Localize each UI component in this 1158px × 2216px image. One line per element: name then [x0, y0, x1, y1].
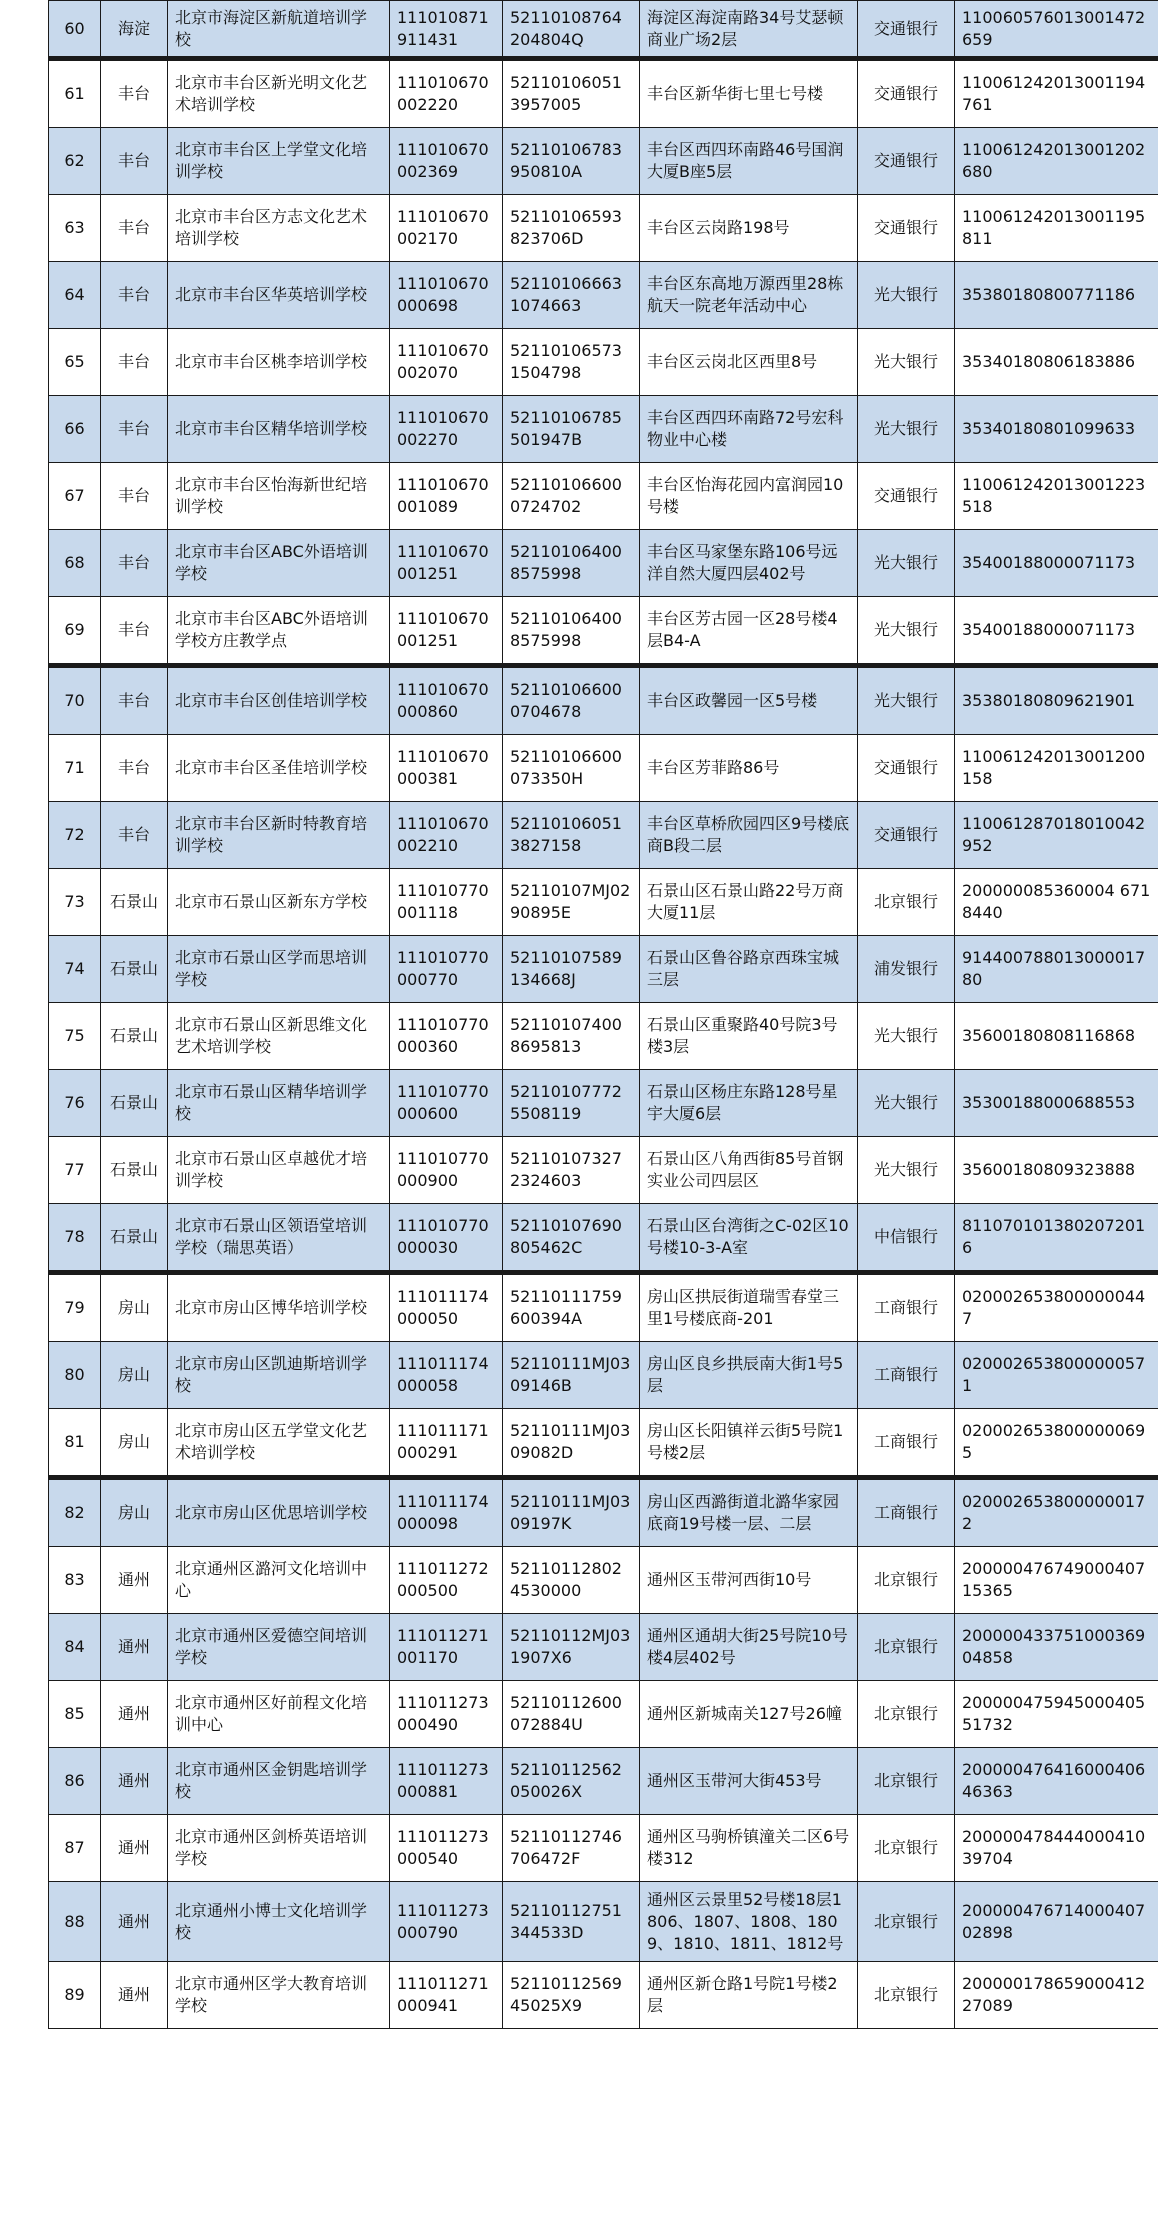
bank-cell: 工商银行 — [858, 1409, 955, 1478]
account-number-cell: 35340180801099633 — [955, 396, 1158, 463]
address-cell: 通州区玉带河西街10号 — [640, 1547, 858, 1614]
table-row — [49, 1962, 1158, 2029]
account-number-cell: 20000047671400040702898 — [955, 1882, 1158, 1962]
permit-number-cell: 111011273000490 — [390, 1681, 503, 1748]
school-name-cell: 北京市通州区爱德空间培训学校 — [168, 1614, 390, 1681]
permit-number-cell: 111010670002170 — [390, 195, 503, 262]
table-row — [49, 666, 1158, 735]
table-row — [49, 1003, 1158, 1070]
permit-number-cell: 111010670000381 — [390, 735, 503, 802]
table-row — [49, 195, 1158, 262]
credit-code-cell: 52110106600073350H — [503, 735, 640, 802]
school-registry-table — [48, 0, 1158, 2029]
left-margin — [0, 0, 48, 2216]
school-name-cell: 北京市丰台区圣佳培训学校 — [168, 735, 390, 802]
account-number-cell: 200000085360004 6718440 — [955, 869, 1158, 936]
bank-cell: 光大银行 — [858, 597, 955, 666]
table-row — [49, 530, 1158, 597]
bank-cell: 光大银行 — [858, 329, 955, 396]
row-number-cell: 75 — [49, 1003, 101, 1070]
credit-code-cell: 521101060513957005 — [503, 59, 640, 128]
table-row — [49, 1748, 1158, 1815]
address-cell: 丰台区芳菲路86号 — [640, 735, 858, 802]
address-cell: 石景山区八角西街85号首钢实业公司四层区 — [640, 1137, 858, 1204]
district-cell: 石景山 — [101, 1003, 168, 1070]
bank-cell: 工商银行 — [858, 1342, 955, 1409]
district-cell: 石景山 — [101, 1137, 168, 1204]
account-number-cell: 35380180800771186 — [955, 262, 1158, 329]
district-cell: 石景山 — [101, 936, 168, 1003]
credit-code-cell: 52110112600072884U — [503, 1681, 640, 1748]
table-row — [49, 1273, 1158, 1342]
table-row — [49, 1882, 1158, 1962]
district-cell: 海淀 — [101, 1, 168, 59]
district-cell: 丰台 — [101, 128, 168, 195]
credit-code-cell: 52110111MJ0309146B — [503, 1342, 640, 1409]
bank-cell: 光大银行 — [858, 1070, 955, 1137]
row-number-cell: 68 — [49, 530, 101, 597]
credit-code-cell: 521101064008575998 — [503, 530, 640, 597]
address-cell: 通州区新仓路1号院1号楼2层 — [640, 1962, 858, 2029]
credit-code-cell: 521101066000704678 — [503, 666, 640, 735]
bank-cell: 光大银行 — [858, 530, 955, 597]
district-cell: 通州 — [101, 1748, 168, 1815]
district-cell: 通州 — [101, 1681, 168, 1748]
bank-cell: 浦发银行 — [858, 936, 955, 1003]
table-row — [49, 1681, 1158, 1748]
table-row — [49, 869, 1158, 936]
row-number-cell: 86 — [49, 1748, 101, 1815]
permit-number-cell: 111010670002220 — [390, 59, 503, 128]
address-cell: 通州区马驹桥镇潼关二区6号楼312 — [640, 1815, 858, 1882]
school-name-cell: 北京市丰台区上学堂文化培训学校 — [168, 128, 390, 195]
account-number-cell: 20000017865900041227089 — [955, 1962, 1158, 2029]
address-cell: 海淀区海淀南路34号艾瑟顿商业广场2层 — [640, 1, 858, 59]
table-row — [49, 1204, 1158, 1273]
bank-cell: 工商银行 — [858, 1478, 955, 1547]
permit-number-cell: 111011271000941 — [390, 1962, 503, 2029]
credit-code-cell: 521101060513827158 — [503, 802, 640, 869]
table-row — [49, 463, 1158, 530]
address-cell: 通州区新城南关127号26幢 — [640, 1681, 858, 1748]
table-row — [49, 1547, 1158, 1614]
credit-code-cell: 521101074008695813 — [503, 1003, 640, 1070]
school-name-cell: 北京市房山区凯迪斯培训学校 — [168, 1342, 390, 1409]
row-number-cell: 81 — [49, 1409, 101, 1478]
row-number-cell: 79 — [49, 1273, 101, 1342]
address-cell: 房山区良乡拱辰南大街1号5层 — [640, 1342, 858, 1409]
address-cell: 房山区西潞街道北潞华家园底商19号楼一层、二层 — [640, 1478, 858, 1547]
school-name-cell: 北京市通州区剑桥英语培训学校 — [168, 1815, 390, 1882]
table-row — [49, 1478, 1158, 1547]
row-number-cell: 85 — [49, 1681, 101, 1748]
bank-cell: 交通银行 — [858, 128, 955, 195]
account-number-cell: 20000047594500040551732 — [955, 1681, 1158, 1748]
permit-number-cell: 111011273000790 — [390, 1882, 503, 1962]
bank-cell: 交通银行 — [858, 1, 955, 59]
district-cell: 丰台 — [101, 396, 168, 463]
credit-code-cell: 521101065731504798 — [503, 329, 640, 396]
table-row — [49, 597, 1158, 666]
school-name-cell: 北京市通州区学大教育培训学校 — [168, 1962, 390, 2029]
credit-code-cell: 521101077725508119 — [503, 1070, 640, 1137]
table-row — [49, 735, 1158, 802]
account-number-cell: 0200026538000000172 — [955, 1478, 1158, 1547]
account-number-cell: 35380180809621901 — [955, 666, 1158, 735]
account-number-cell: 20000047674900040715365 — [955, 1547, 1158, 1614]
address-cell: 丰台区马家堡东路106号远洋自然大厦四层402号 — [640, 530, 858, 597]
address-cell: 通州区通胡大街25号院10号楼4层402号 — [640, 1614, 858, 1681]
school-name-cell: 北京市丰台区精华培训学校 — [168, 396, 390, 463]
table-row — [49, 329, 1158, 396]
school-name-cell: 北京通州小博士文化培训学校 — [168, 1882, 390, 1962]
district-cell: 通州 — [101, 1614, 168, 1681]
row-number-cell: 73 — [49, 869, 101, 936]
row-number-cell: 77 — [49, 1137, 101, 1204]
school-registry-sheet — [48, 0, 1158, 2029]
account-number-cell: 20000043375100036904858 — [955, 1614, 1158, 1681]
table-row — [49, 1342, 1158, 1409]
district-cell: 丰台 — [101, 262, 168, 329]
permit-number-cell: 111010670001089 — [390, 463, 503, 530]
table-row — [49, 396, 1158, 463]
permit-number-cell: 111011273000540 — [390, 1815, 503, 1882]
permit-number-cell: 111010670001251 — [390, 530, 503, 597]
credit-code-cell: 52110112562050026X — [503, 1748, 640, 1815]
credit-code-cell: 52110107690805462C — [503, 1204, 640, 1273]
school-name-cell: 北京市石景山区学而思培训学校 — [168, 936, 390, 1003]
credit-code-cell: 52110111MJ0309197K — [503, 1478, 640, 1547]
table-row — [49, 1137, 1158, 1204]
address-cell: 丰台区西四环南路72号宏科物业中心楼 — [640, 396, 858, 463]
row-number-cell: 71 — [49, 735, 101, 802]
bank-cell: 北京银行 — [858, 1962, 955, 2029]
bank-cell: 光大银行 — [858, 262, 955, 329]
account-number-cell: 110061287018010042952 — [955, 802, 1158, 869]
credit-code-cell: 52110112751344533D — [503, 1882, 640, 1962]
account-number-cell: 110061242013001200158 — [955, 735, 1158, 802]
school-name-cell: 北京市丰台区新光明文化艺术培训学校 — [168, 59, 390, 128]
district-cell: 石景山 — [101, 1204, 168, 1273]
credit-code-cell: 521101066000724702 — [503, 463, 640, 530]
permit-number-cell: 111010670002270 — [390, 396, 503, 463]
account-number-cell: 35340180806183886 — [955, 329, 1158, 396]
bank-cell: 北京银行 — [858, 1681, 955, 1748]
account-number-cell: 35400188000071173 — [955, 597, 1158, 666]
permit-number-cell: 111010670002369 — [390, 128, 503, 195]
row-number-cell: 63 — [49, 195, 101, 262]
school-name-cell: 北京市丰台区桃李培训学校 — [168, 329, 390, 396]
district-cell: 房山 — [101, 1478, 168, 1547]
row-number-cell: 66 — [49, 396, 101, 463]
table-row — [49, 802, 1158, 869]
table-row — [49, 1815, 1158, 1882]
row-number-cell: 61 — [49, 59, 101, 128]
credit-code-cell: 521101073272324603 — [503, 1137, 640, 1204]
address-cell: 石景山区石景山路22号万商大厦11层 — [640, 869, 858, 936]
credit-code-cell: 52110108764204804Q — [503, 1, 640, 59]
address-cell: 通州区云景里52号楼18层1806、1807、1808、1809、1810、1811、1812号 — [640, 1882, 858, 1962]
row-number-cell: 72 — [49, 802, 101, 869]
row-number-cell: 87 — [49, 1815, 101, 1882]
account-number-cell: 35600180809323888 — [955, 1137, 1158, 1204]
account-number-cell: 35600180808116868 — [955, 1003, 1158, 1070]
table-row — [49, 1, 1158, 59]
permit-number-cell: 111011174000050 — [390, 1273, 503, 1342]
account-number-cell: 20000047844400041039704 — [955, 1815, 1158, 1882]
credit-code-cell: 5211011256945025X9 — [503, 1962, 640, 2029]
table-row — [49, 1070, 1158, 1137]
account-number-cell: 0200026538000000571 — [955, 1342, 1158, 1409]
permit-number-cell: 111010670001251 — [390, 597, 503, 666]
permit-number-cell: 111011171000291 — [390, 1409, 503, 1478]
credit-code-cell: 52110112746706472F — [503, 1815, 640, 1882]
account-number-cell: 0200026538000000695 — [955, 1409, 1158, 1478]
account-number-cell: 35300188000688553 — [955, 1070, 1158, 1137]
credit-code-cell: 52110112MJ031907X6 — [503, 1614, 640, 1681]
account-number-cell: 110061242013001195811 — [955, 195, 1158, 262]
row-number-cell: 80 — [49, 1342, 101, 1409]
account-number-cell: 110061242013001202680 — [955, 128, 1158, 195]
address-cell: 丰台区草桥欣园四区9号楼底商B段二层 — [640, 802, 858, 869]
permit-number-cell: 111011272000500 — [390, 1547, 503, 1614]
bank-cell: 北京银行 — [858, 1815, 955, 1882]
school-name-cell: 北京市房山区优思培训学校 — [168, 1478, 390, 1547]
account-number-cell: 0200026538000000447 — [955, 1273, 1158, 1342]
row-number-cell: 82 — [49, 1478, 101, 1547]
district-cell: 房山 — [101, 1342, 168, 1409]
district-cell: 石景山 — [101, 869, 168, 936]
district-cell: 通州 — [101, 1962, 168, 2029]
credit-code-cell: 52110111759600394A — [503, 1273, 640, 1342]
permit-number-cell: 111010871911431 — [390, 1, 503, 59]
bank-cell: 北京银行 — [858, 1748, 955, 1815]
address-cell: 丰台区芳古园一区28号楼4层B4-A — [640, 597, 858, 666]
school-name-cell: 北京市丰台区新时特教育培训学校 — [168, 802, 390, 869]
address-cell: 石景山区重聚路40号院3号楼3层 — [640, 1003, 858, 1070]
credit-code-cell: 52110106785501947B — [503, 396, 640, 463]
district-cell: 通州 — [101, 1815, 168, 1882]
row-number-cell: 84 — [49, 1614, 101, 1681]
account-number-cell: 20000047641600040646363 — [955, 1748, 1158, 1815]
school-name-cell: 北京市丰台区ABC外语培训学校方庄教学点 — [168, 597, 390, 666]
row-number-cell: 62 — [49, 128, 101, 195]
bank-cell: 光大银行 — [858, 396, 955, 463]
school-name-cell: 北京市丰台区创佳培训学校 — [168, 666, 390, 735]
school-name-cell: 北京市丰台区华英培训学校 — [168, 262, 390, 329]
bank-cell: 光大银行 — [858, 1003, 955, 1070]
address-cell: 丰台区政馨园一区5号楼 — [640, 666, 858, 735]
row-number-cell: 78 — [49, 1204, 101, 1273]
permit-number-cell: 111010670002070 — [390, 329, 503, 396]
address-cell: 丰台区云岗北区西里8号 — [640, 329, 858, 396]
permit-number-cell: 111011174000098 — [390, 1478, 503, 1547]
permit-number-cell: 111010770000600 — [390, 1070, 503, 1137]
address-cell: 房山区拱辰街道瑞雪春堂三里1号楼底商-201 — [640, 1273, 858, 1342]
district-cell: 房山 — [101, 1273, 168, 1342]
bank-cell: 北京银行 — [858, 869, 955, 936]
credit-code-cell: 52110106783950810A — [503, 128, 640, 195]
table-body — [49, 1, 1158, 2029]
school-name-cell: 北京市石景山区新东方学校 — [168, 869, 390, 936]
table-row — [49, 1614, 1158, 1681]
row-number-cell: 88 — [49, 1882, 101, 1962]
address-cell: 房山区长阳镇祥云街5号院1号楼2层 — [640, 1409, 858, 1478]
row-number-cell: 83 — [49, 1547, 101, 1614]
district-cell: 丰台 — [101, 329, 168, 396]
table-row — [49, 128, 1158, 195]
address-cell: 丰台区东高地万源西里28栋航天一院老年活动中心 — [640, 262, 858, 329]
school-name-cell: 北京市房山区五学堂文化艺术培训学校 — [168, 1409, 390, 1478]
school-name-cell: 北京市海淀区新航道培训学校 — [168, 1, 390, 59]
address-cell: 丰台区新华街七里七号楼 — [640, 59, 858, 128]
bank-cell: 北京银行 — [858, 1882, 955, 1962]
row-number-cell: 76 — [49, 1070, 101, 1137]
credit-code-cell: 521101128024530000 — [503, 1547, 640, 1614]
bank-cell: 北京银行 — [858, 1614, 955, 1681]
account-number-cell: 35400188000071173 — [955, 530, 1158, 597]
row-number-cell: 60 — [49, 1, 101, 59]
address-cell: 丰台区西四环南路46号国润大厦B座5层 — [640, 128, 858, 195]
permit-number-cell: 111010770000900 — [390, 1137, 503, 1204]
school-name-cell: 北京市通州区好前程文化培训中心 — [168, 1681, 390, 1748]
account-number-cell: 110060576013001472659 — [955, 1, 1158, 59]
address-cell: 石景山区台湾街之C-02区10号楼10-3-A室 — [640, 1204, 858, 1273]
school-name-cell: 北京市石景山区卓越优才培训学校 — [168, 1137, 390, 1204]
permit-number-cell: 111011273000881 — [390, 1748, 503, 1815]
permit-number-cell: 111010770001118 — [390, 869, 503, 936]
credit-code-cell: 52110111MJ0309082D — [503, 1409, 640, 1478]
row-number-cell: 64 — [49, 262, 101, 329]
district-cell: 房山 — [101, 1409, 168, 1478]
address-cell: 丰台区云岗路198号 — [640, 195, 858, 262]
table-row — [49, 1409, 1158, 1478]
school-name-cell: 北京通州区潞河文化培训中心 — [168, 1547, 390, 1614]
row-number-cell: 89 — [49, 1962, 101, 2029]
district-cell: 丰台 — [101, 463, 168, 530]
permit-number-cell: 111011271001170 — [390, 1614, 503, 1681]
credit-code-cell: 52110107MJ0290895E — [503, 869, 640, 936]
row-number-cell: 67 — [49, 463, 101, 530]
bank-cell: 工商银行 — [858, 1273, 955, 1342]
district-cell: 丰台 — [101, 530, 168, 597]
bank-cell: 光大银行 — [858, 1137, 955, 1204]
row-number-cell: 69 — [49, 597, 101, 666]
school-name-cell: 北京市丰台区ABC外语培训学校 — [168, 530, 390, 597]
account-number-cell: 110061242013001194761 — [955, 59, 1158, 128]
school-name-cell: 北京市石景山区精华培训学校 — [168, 1070, 390, 1137]
row-number-cell: 65 — [49, 329, 101, 396]
bank-cell: 交通银行 — [858, 59, 955, 128]
bank-cell: 交通银行 — [858, 463, 955, 530]
credit-code-cell: 52110107589134668J — [503, 936, 640, 1003]
permit-number-cell: 111010770000030 — [390, 1204, 503, 1273]
row-number-cell: 70 — [49, 666, 101, 735]
bank-cell: 中信银行 — [858, 1204, 955, 1273]
credit-code-cell: 52110106593823706D — [503, 195, 640, 262]
bank-cell: 交通银行 — [858, 802, 955, 869]
credit-code-cell: 521101066631074663 — [503, 262, 640, 329]
account-number-cell: 91440078801300001780 — [955, 936, 1158, 1003]
school-name-cell: 北京市石景山区领语堂培训学校（瑞思英语） — [168, 1204, 390, 1273]
address-cell: 石景山区杨庄东路128号星宇大厦6层 — [640, 1070, 858, 1137]
table-row — [49, 936, 1158, 1003]
district-cell: 丰台 — [101, 666, 168, 735]
table-row — [49, 262, 1158, 329]
permit-number-cell: 111010770000360 — [390, 1003, 503, 1070]
bank-cell: 光大银行 — [858, 666, 955, 735]
bank-cell: 北京银行 — [858, 1547, 955, 1614]
school-name-cell: 北京市丰台区方志文化艺术培训学校 — [168, 195, 390, 262]
account-number-cell: 8110701013802072016 — [955, 1204, 1158, 1273]
district-cell: 丰台 — [101, 802, 168, 869]
address-cell: 石景山区鲁谷路京西珠宝城三层 — [640, 936, 858, 1003]
school-name-cell: 北京市石景山区新思维文化艺术培训学校 — [168, 1003, 390, 1070]
permit-number-cell: 111010770000770 — [390, 936, 503, 1003]
district-cell: 通州 — [101, 1882, 168, 1962]
permit-number-cell: 111010670000860 — [390, 666, 503, 735]
address-cell: 丰台区怡海花园内富润园10号楼 — [640, 463, 858, 530]
table-row — [49, 59, 1158, 128]
district-cell: 丰台 — [101, 597, 168, 666]
district-cell: 丰台 — [101, 195, 168, 262]
school-name-cell: 北京市房山区博华培训学校 — [168, 1273, 390, 1342]
permit-number-cell: 111010670002210 — [390, 802, 503, 869]
district-cell: 石景山 — [101, 1070, 168, 1137]
credit-code-cell: 521101064008575998 — [503, 597, 640, 666]
school-name-cell: 北京市丰台区怡海新世纪培训学校 — [168, 463, 390, 530]
district-cell: 通州 — [101, 1547, 168, 1614]
account-number-cell: 110061242013001223518 — [955, 463, 1158, 530]
bank-cell: 交通银行 — [858, 735, 955, 802]
district-cell: 丰台 — [101, 59, 168, 128]
school-name-cell: 北京市通州区金钥匙培训学校 — [168, 1748, 390, 1815]
permit-number-cell: 111011174000058 — [390, 1342, 503, 1409]
district-cell: 丰台 — [101, 735, 168, 802]
address-cell: 通州区玉带河大街453号 — [640, 1748, 858, 1815]
bank-cell: 交通银行 — [858, 195, 955, 262]
row-number-cell: 74 — [49, 936, 101, 1003]
permit-number-cell: 111010670000698 — [390, 262, 503, 329]
